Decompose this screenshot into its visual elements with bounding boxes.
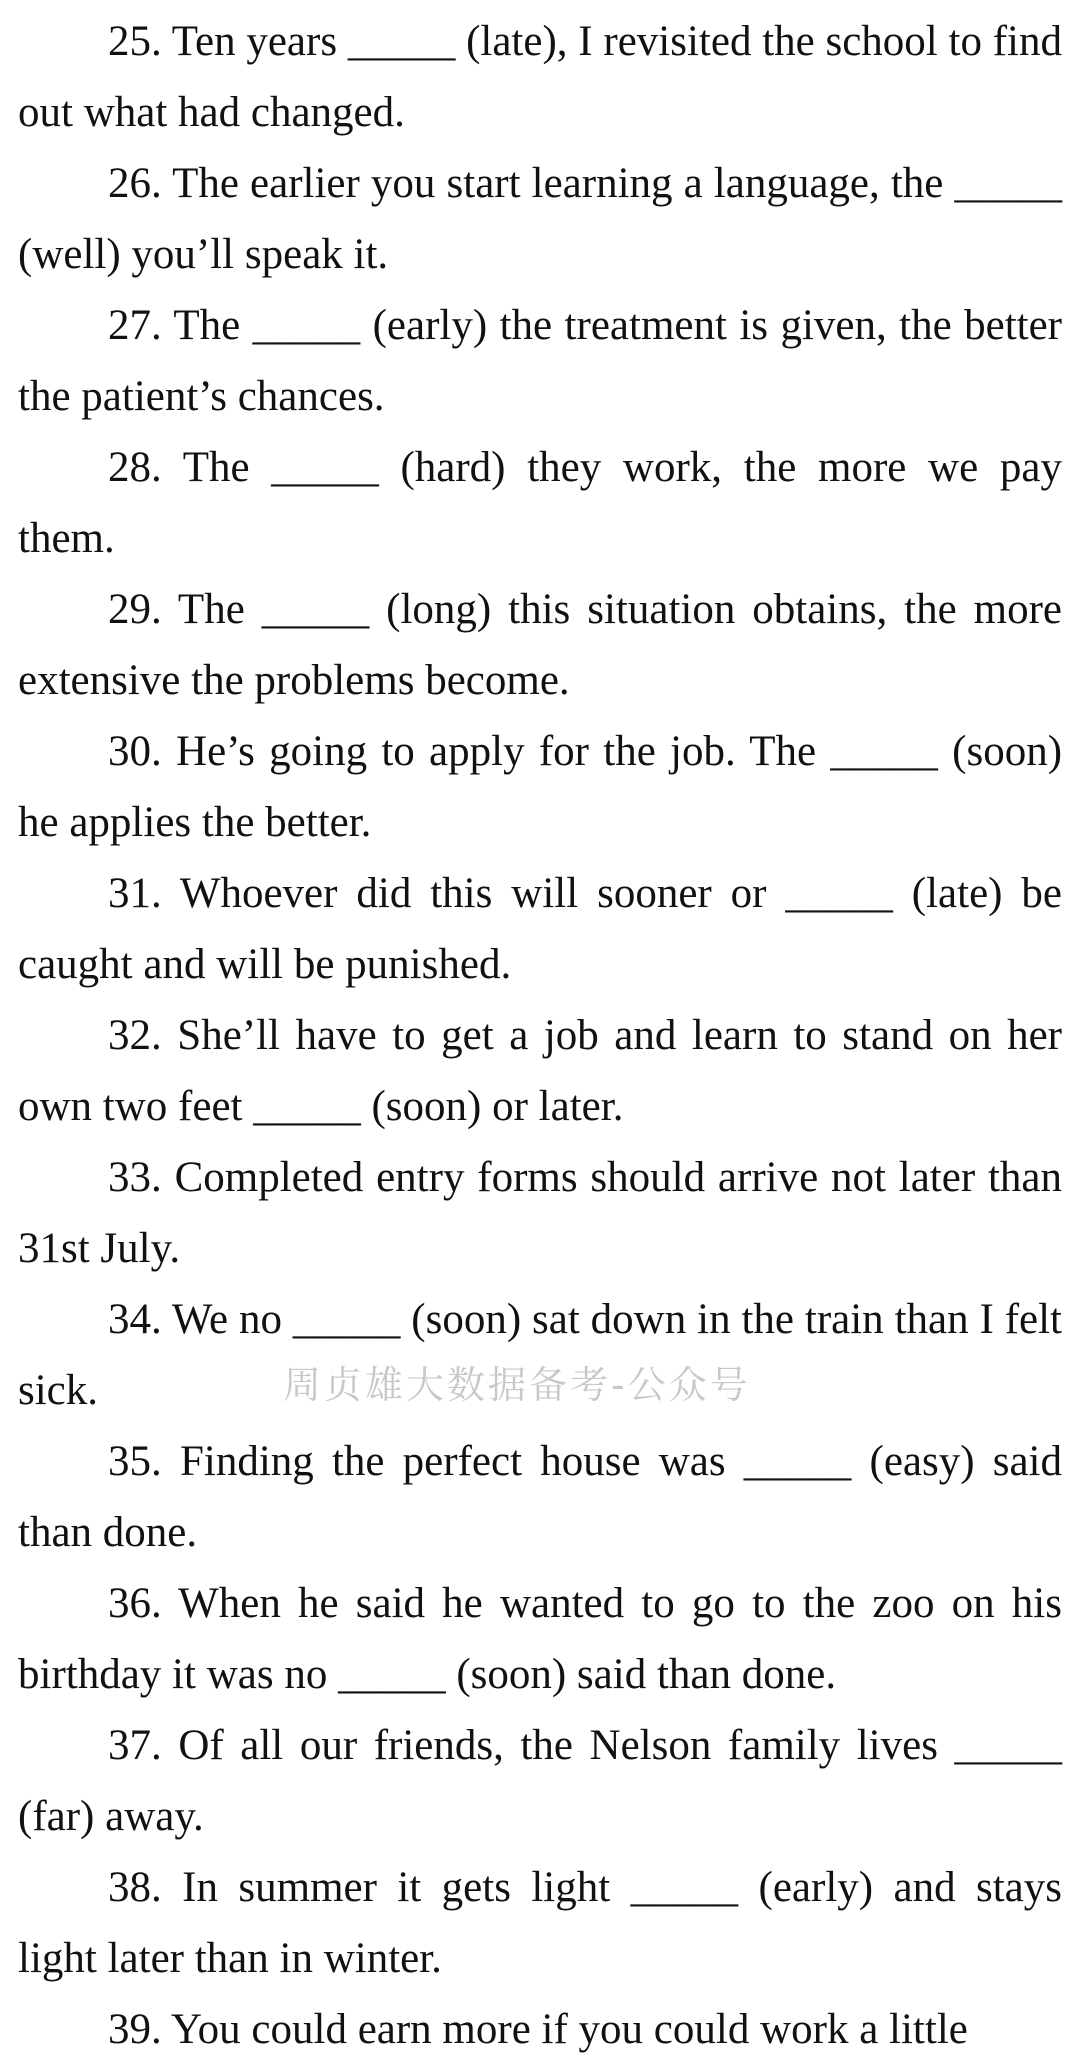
exercise-number: 39. — [108, 2006, 162, 2053]
exercise-item-26 — [18, 148, 1062, 290]
exercise-item-30 — [18, 716, 1062, 858]
exercise-text: He’s going to apply for the job. The _____ (soon) he applies the better. — [18, 728, 1063, 846]
exercise-text: Of all our friends, the Nelson family lives _____ (far) away. — [18, 1722, 1063, 1840]
exercise-item-29 — [18, 574, 1062, 716]
exercise-item-37 — [18, 1710, 1062, 1852]
exercise-number: 34. — [108, 1296, 162, 1343]
exercise-text: The _____ (long) this situation obtains, the more extensive the problems become. — [18, 586, 1062, 704]
exercise-text: The earlier you start learning a language, the _____ (well) you’ll speak it. — [18, 160, 1062, 278]
exercise-item-38 — [18, 1852, 1062, 1994]
exercise-text: You could earn more if you could work a little — [170, 2006, 968, 2053]
exercise-text: The _____ (hard) they work, the more we pay them. — [18, 444, 1062, 562]
exercise-number: 27. — [108, 302, 162, 349]
exercise-item-25 — [18, 6, 1062, 148]
exercise-number: 26. — [108, 160, 162, 207]
exercise-text: She’ll have to get a job and learn to stand on her own two feet _____ (soon) or later. — [18, 1012, 1063, 1130]
exercise-text: The _____ (early) the treatment is given, the better the patient’s chances. — [18, 302, 1062, 420]
exercise-text: Whoever did this will sooner or _____ (late) be caught and will be punished. — [18, 870, 1062, 988]
exercise-item-27 — [18, 290, 1062, 432]
exercise-item-28 — [18, 432, 1062, 574]
exercise-item-31 — [18, 858, 1062, 1000]
exercise-text: Finding the perfect house was _____ (easy) said than done. — [18, 1438, 1063, 1556]
exercise-item-32 — [18, 1000, 1062, 1142]
exercise-number: 30. — [108, 728, 162, 775]
exercise-text: Completed entry forms should arrive not later than 31st July. — [18, 1154, 1062, 1272]
exercise-text: In summer it gets light _____ (early) and stays light later than in winter. — [18, 1864, 1063, 1982]
exercise-number: 37. — [108, 1722, 162, 1769]
watermark: 周贞雄大数据备考-公众号 — [283, 1363, 751, 1407]
exercise-text: We no _____ (soon) sat down in the train than I felt sick. — [18, 1296, 1062, 1414]
exercise-item-39 — [18, 1994, 1062, 2065]
exercise-item-36 — [18, 1568, 1062, 1710]
exercise-number: 36. — [108, 1580, 162, 1627]
exercise-number: 32. — [108, 1012, 162, 1059]
exercise-text: When he said he wanted to go to the zoo on his birthday it was no _____ (soon) said than done. — [18, 1580, 1062, 1698]
exercise-number: 33. — [108, 1154, 162, 1201]
exercise-item-35 — [18, 1426, 1062, 1568]
exercise-number: 25. — [108, 18, 162, 65]
exercise-number: 29. — [108, 586, 162, 633]
exercise-number: 31. — [108, 870, 162, 917]
exercise-number: 35. — [108, 1438, 162, 1485]
exercise-item-33 — [18, 1142, 1062, 1284]
exercise-number: 38. — [108, 1864, 162, 1911]
exercise-number: 28. — [108, 444, 162, 491]
exercise-text: Ten years _____ (late), I revisited the school to find out what had changed. — [18, 18, 1062, 136]
